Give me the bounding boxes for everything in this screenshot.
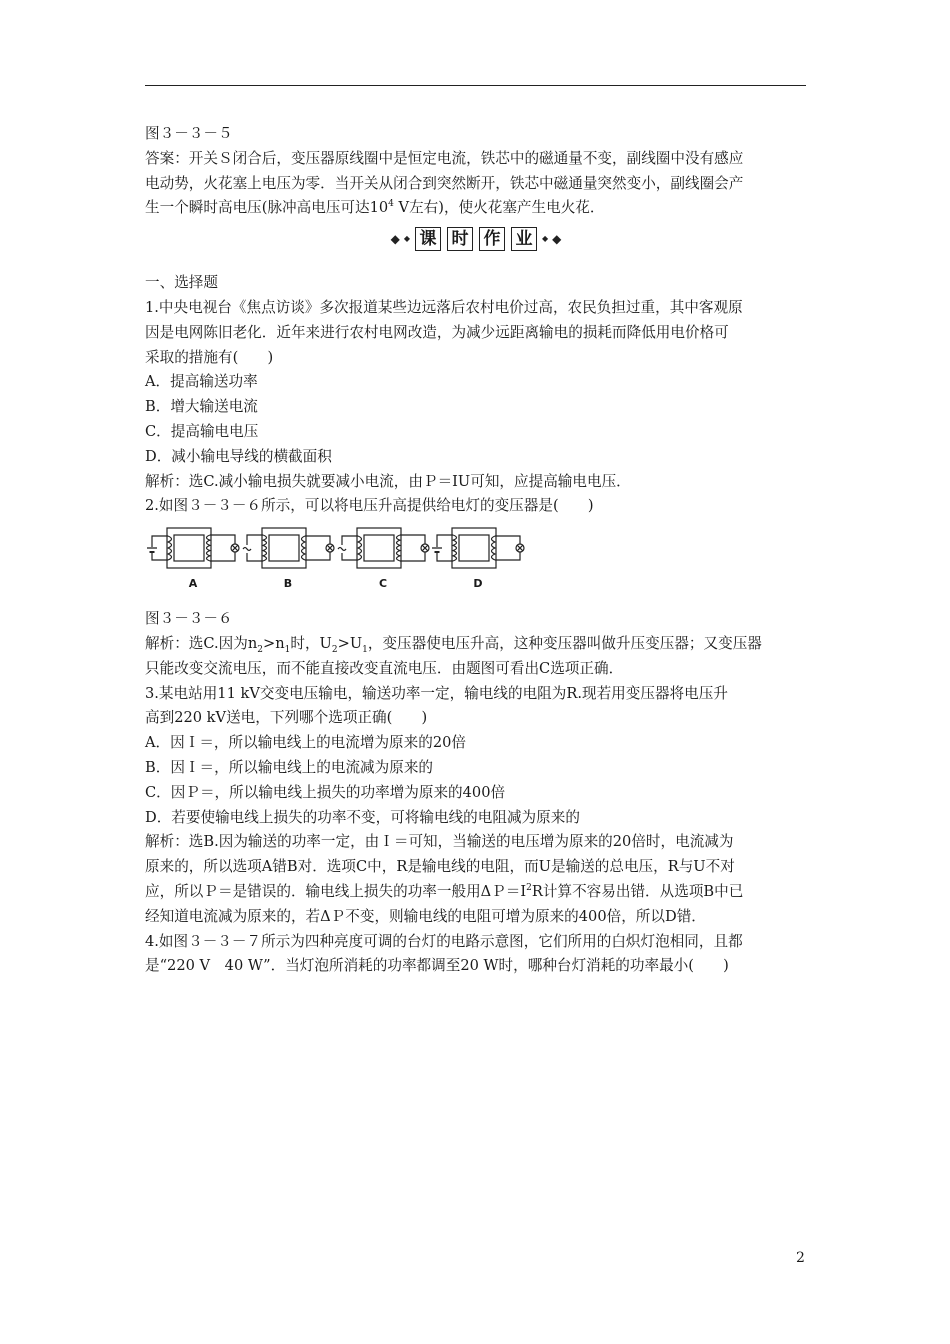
q3-analysis-line: 原来的，所以选项A错B对．选项C中，R是输电线的电阻，而U是输送的总电压，R与U不对: [145, 858, 735, 876]
q3-analysis-line: 经知道电流减为原来的，若ΔＰ不变，则输电线的电阻可增为原来的400倍，所以D错．: [145, 907, 706, 925]
page-content: [145, 122, 807, 979]
circuit-c: [337, 523, 433, 599]
q3-option-a: A．因Ｉ＝，所以输电线上的电流增为原来的20倍: [145, 734, 466, 752]
diamond-icon: ◆: [542, 234, 549, 244]
header-rule: [145, 85, 806, 86]
banner-char: 时: [447, 227, 473, 251]
q1-option-d: D．减小输电导线的横截面积: [145, 447, 332, 465]
transformer-circuit-icon: [432, 523, 528, 577]
q1-option-a: A．提高输送功率: [145, 373, 258, 391]
transformer-circuit-icon: [337, 523, 433, 577]
circuit-d: [432, 523, 528, 599]
transformer-circuits-figure: [145, 523, 807, 599]
transformer-circuit-icon: [147, 523, 243, 577]
q2-analysis-line: 解析：选C.因为$n_2>n_1$时，$U_2>U_1$，变压器使电压升高，这种变压器叫做升压变压器；又变压器: [145, 634, 762, 655]
q1-stem-line: 1.中央电视台《焦点访谈》多次报道某些边远落后农村电价过高，农民负担过重，其中客观原: [145, 298, 743, 316]
q2-stem: 2.如图３－３－６所示，可以将电压升高提供给电灯的变压器是( ): [145, 497, 594, 515]
q1-option-c: C．提高输电电压: [145, 422, 259, 440]
q1-option-b: B．增大输送电流: [145, 398, 258, 416]
q3-stem-line: 3.某电站用11 kV交变电压输电，输送功率一定，输电线的电阻为R.现若用变压器将电压升: [145, 684, 728, 702]
q3-option-c: C．因Ｐ＝，所以输电线上损失的功率增为原来的400倍: [145, 783, 506, 801]
banner-char: 业: [511, 227, 537, 251]
q3-analysis-line: 应，所以Ｐ＝是错误的．输电线上损失的功率一般用$\Delta P=I^2R$计算不容易出错．从选项B中已: [145, 882, 744, 900]
q2-analysis-line: 只能改变交流电压，而不能直接改变直流电压．由题图可看出C选项正确．: [145, 659, 624, 677]
q1-stem-line: 采取的措施有( ): [145, 348, 274, 366]
banner-char: 课: [415, 227, 441, 251]
section-title: 一、选择题: [145, 274, 218, 292]
q1-analysis: 解析：选C.减小输电损失就要减小电流，由Ｐ＝IU可知，应提高输电电压．: [145, 472, 631, 490]
transformer-circuit-icon: [242, 523, 338, 577]
figure-caption-3-3-5: 图３－３－５: [145, 125, 233, 142]
answer-line: 电动势，火花塞上电压为零．当开关从闭合到突然断开，铁芯中磁通量突然变小，副线圈会产: [145, 174, 744, 192]
banner-char: 作: [479, 227, 505, 251]
diamond-icon: ◆: [403, 234, 410, 244]
page-number: 2: [796, 1250, 805, 1266]
figure-caption-3-3-6: 图３－３－６: [145, 610, 233, 628]
q1-stem-line: 因是电网陈旧老化．近年来进行农村电网改造，为减少远距离输电的损耗而降低用电价格可: [145, 323, 729, 341]
circuit-label: A: [188, 577, 198, 591]
section-banner: [145, 221, 807, 257]
circuit-label: C: [378, 577, 388, 591]
answer-line: 生一个瞬时高电压(脉冲高电压可达$10^4$ V左右)，使火花塞产生电火花．: [145, 199, 605, 217]
q3-stem-line: 高到220 kV送电，下列哪个选项正确( ): [145, 709, 428, 727]
circuit-label: B: [283, 577, 293, 591]
q4-stem-line: 4.如图３－３－７所示为四种亮度可调的台灯的电路示意图，它们所用的白炽灯泡相同，且都: [145, 932, 743, 950]
q4-stem-line: 是“220 V 40 W”．当灯泡所消耗的功率都调至20 W时，哪种台灯消耗的功率最小( ): [145, 957, 729, 975]
q3-option-d: D．若要使输电线上损失的功率不变，可将输电线的电阻减为原来的: [145, 808, 580, 826]
diamond-icon: ◆: [552, 232, 562, 247]
q3-option-b: B．因Ｉ＝，所以输电线上的电流减为原来的: [145, 758, 434, 776]
circuit-label: D: [473, 577, 483, 591]
circuit-a: [147, 523, 243, 599]
answer-line: 答案：开关Ｓ闭合后，变压器原线圈中是恒定电流，铁芯中的磁通量不变，副线圈中没有感应: [145, 149, 744, 167]
diamond-icon: ◆: [390, 232, 400, 247]
q3-analysis-line: 解析：选B.因为输送的功率一定，由Ｉ＝可知，当输送的电压增为原来的20倍时，电流减为: [145, 833, 734, 851]
circuit-b: [242, 523, 338, 599]
